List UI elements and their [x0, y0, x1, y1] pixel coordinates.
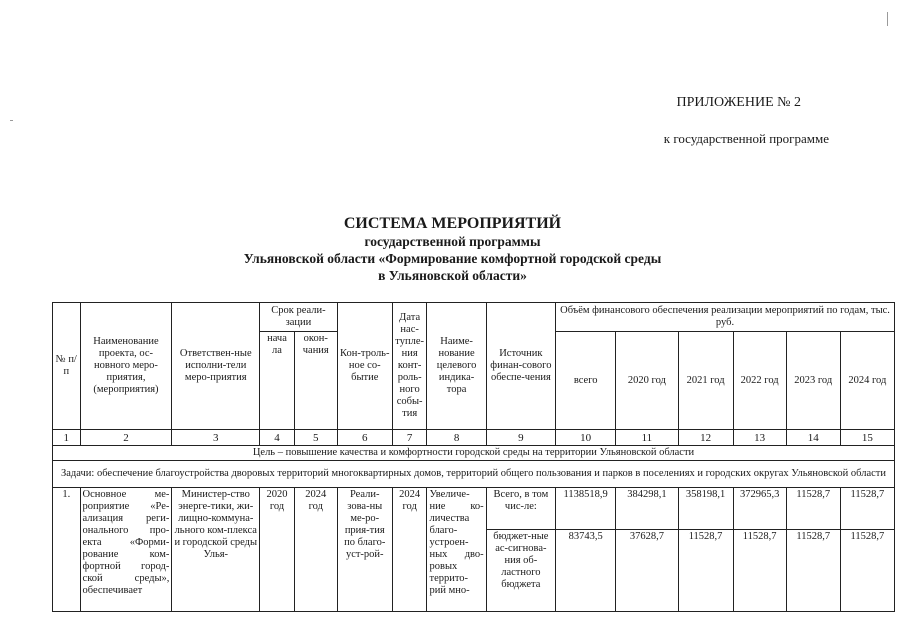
col-number: 6: [337, 430, 392, 445]
col-number: 9: [486, 430, 555, 445]
header-year-2023: 2023 год: [786, 331, 840, 430]
scan-mark-top: [887, 12, 888, 26]
col-number: 7: [392, 430, 427, 445]
scan-mark-left: [10, 120, 13, 121]
row1-indicator: Увеличе-ние ко-личества благо-устроен-ных дво-ровых террито-рий мно-: [427, 487, 486, 611]
header-event-date: Дата нас-тупле-ния конт-роль-ного собы-тия: [392, 303, 427, 430]
col-number: 4: [260, 430, 295, 445]
header-indicator: Наиме-нование целевого индика-тора: [427, 303, 486, 430]
header-responsible: Ответствен-ные исполни-тели меро-приятия: [172, 303, 260, 430]
col-number: 11: [616, 430, 678, 445]
row1-source-regional: бюджет-ные ас-сигнова-ния об-ластного бюджета: [486, 530, 555, 612]
program-reference: к государственной программе: [663, 131, 829, 146]
row1-2021-value: 358198,1: [678, 487, 733, 530]
row1-regional-2024: 11528,7: [840, 530, 894, 612]
col-number: 14: [786, 430, 840, 445]
col-number: 3: [172, 430, 260, 445]
measures-table: [52, 302, 895, 612]
row1-event-date: 2024 год: [392, 487, 427, 611]
title-line-1: СИСТЕМА МЕРОПРИЯТИЙ: [343, 215, 562, 232]
row1-2023-value: 11528,7: [786, 487, 840, 530]
header-start: нача ла: [260, 331, 295, 430]
row1-end: 2024 год: [294, 487, 337, 611]
header-end: окон-чания: [294, 331, 337, 430]
header-funding: Объём финансового обеспечения реализации мероприятий по годам, тыс. руб.: [556, 303, 895, 332]
row1-source-total: Всего, в том чис-ле:: [486, 487, 555, 530]
header-source: Источник финан-сового обеспе-чения: [486, 303, 555, 430]
col-number: 13: [733, 430, 786, 445]
row1-total-value: 1138518,9: [556, 487, 616, 530]
row1-name: Основное ме-роприятие «Ре-ализация реги-онального про-екта «Форми-рование ком-фортной город-ской среды», обеспечивает: [80, 487, 172, 611]
header-period: Срок реали-зации: [260, 303, 338, 332]
row1-regional-total: 83743,5: [556, 530, 616, 612]
col-number: 15: [840, 430, 894, 445]
header-year-2020: 2020 год: [616, 331, 678, 430]
col-number: 8: [427, 430, 486, 445]
task-row: Задачи: обеспечение благоустройства дворовых территорий многоквартирных домов, территорий общего пользования и парков в поселениях и городских округах Ульяновской области: [53, 461, 895, 488]
title-line-4: в Ульяновской области»: [378, 268, 527, 283]
header-control-event: Кон-троль-ное со-бытие: [337, 303, 392, 430]
row1-regional-2021: 11528,7: [678, 530, 733, 612]
col-number: 5: [294, 430, 337, 445]
row1-regional-2020: 37628,7: [616, 530, 678, 612]
header-year-2021: 2021 год: [678, 331, 733, 430]
row1-start: 2020 год: [260, 487, 295, 611]
col-number: 2: [80, 430, 172, 445]
goal-row: Цель – повышение качества и комфортности городской среды на территории Ульяновской области: [53, 445, 895, 460]
col-number: 10: [556, 430, 616, 445]
document-title: [0, 214, 905, 284]
row1-no: 1.: [53, 487, 81, 611]
row1-regional-2022: 11528,7: [733, 530, 786, 612]
appendix-label: ПРИЛОЖЕНИЕ № 2: [676, 95, 801, 110]
col-number: 1: [53, 430, 81, 445]
row1-responsible: Министер-ство энерге-тики, жи-лищно-коммуна-льного ком-плекса и городской среды Улья-: [172, 487, 260, 611]
header-name: Наименование проекта, ос-новного меро-приятия, (мероприятия): [80, 303, 172, 430]
row1-2022-value: 372965,3: [733, 487, 786, 530]
title-line-3: Ульяновской области «Формирование комфортной городской среды: [243, 251, 662, 266]
header-no: № п/п: [53, 303, 81, 430]
row1-2024-value: 11528,7: [840, 487, 894, 530]
header-year-2024: 2024 год: [840, 331, 894, 430]
header-year-2022: 2022 год: [733, 331, 786, 430]
row1-2020-value: 384298,1: [616, 487, 678, 530]
row1-control-event: Реали-зова-ны ме-ро-прия-тия по благо-уст-рой-: [337, 487, 392, 611]
header-total: всего: [556, 331, 616, 430]
row1-regional-2023: 11528,7: [786, 530, 840, 612]
title-line-2: государственной программы: [364, 234, 541, 249]
col-number: 12: [678, 430, 733, 445]
